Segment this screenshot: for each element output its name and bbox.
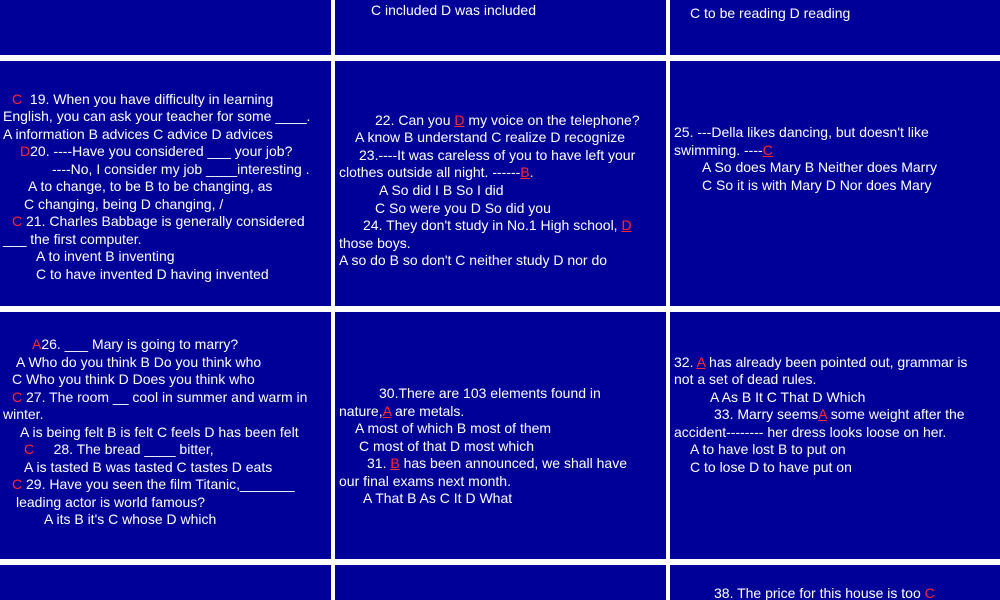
q28-answer: C [24, 441, 35, 457]
q25-reply: swimming. ----C [674, 142, 773, 158]
q29-stem: C 29. Have you seen the film Titanic,_______ [12, 476, 295, 492]
p2-options: C included D was included [371, 2, 536, 18]
q31-stem: 31. B has been announced, we shall have [367, 455, 627, 471]
q26-stem: A26. ___ Mary is going to marry? [32, 336, 239, 352]
q20-answer: D [20, 143, 31, 159]
q21-options-cd: C to have invented D having invented [36, 266, 269, 282]
slide-panel-r4c3 [670, 565, 1000, 600]
q29-answer: C [12, 476, 23, 492]
q33-answer: A [818, 406, 827, 422]
q33-options-cd: C to lose D to have put on [690, 459, 852, 475]
q33-stem-cont: accident-------- her dress looks loose on her. [674, 424, 947, 440]
q21-answer: C [12, 213, 23, 229]
q19-stem-cont: English, you can ask your teacher for some ____. [3, 108, 311, 124]
q23-stem: 23.----It was careless of you to have left your [359, 147, 636, 163]
slide-panel-r2c2 [335, 61, 666, 306]
q31-answer: B [390, 455, 400, 471]
q29-options: A its B it's C whose D which [44, 511, 217, 527]
q28-stem: C 28. The bread ____ bitter, [24, 441, 214, 457]
q25-answer: C [762, 142, 773, 158]
q21-stem-cont: ___ the first computer. [3, 231, 142, 247]
q24-stem: 24. They don't study in No.1 High school, D [363, 217, 632, 233]
q32-stem: 32. A has already been pointed out, grammar is [674, 354, 968, 370]
q33-stem: 33. Marry seemsA some weight after the [714, 406, 965, 422]
q30-options-cd: C most of that D most which [359, 438, 535, 454]
q22-answer: D [454, 112, 465, 128]
q25-options-ab: A So does Mary B Neither does Marry [702, 159, 937, 175]
slide-panel-r2c1 [0, 61, 331, 306]
q38-stem: 38. The price for this house is too C [714, 585, 935, 600]
q30-answer: A [382, 403, 392, 419]
q26-options-ab: A Who do you think B Do you think who [16, 354, 262, 370]
q24-options: A so do B so don't C neither study D nor do [339, 252, 608, 268]
q30-stem: 30.There are 103 elements found in [379, 385, 601, 401]
slide-panel-r3c3 [670, 312, 1000, 559]
slide-panel-r4c2 [335, 565, 666, 600]
q30-stem-cont: nature,A are metals. [339, 403, 465, 419]
slide-panel-r3c2 [335, 312, 666, 559]
q19-answer: C [12, 91, 23, 107]
q27-stem: C 27. The room __ cool in summer and warm in [12, 389, 308, 405]
q27-answer: C [12, 389, 23, 405]
q32-answer: A [696, 354, 706, 370]
q20-options-ab: A to change, to be B to be changing, as [28, 178, 273, 194]
q22-options: A know B understand C realize D recognize [355, 129, 626, 145]
slide-panel-r1c1 [0, 0, 331, 55]
q22-stem: 22. Can you D my voice on the telephone? [375, 112, 640, 128]
q23-answer: B [520, 164, 530, 180]
q20-stem: D20. ----Have you considered ___ your job? [20, 143, 293, 159]
q27-stem-cont: winter. [3, 406, 44, 422]
q19-stem: C 19. When you have difficulty in learning [12, 91, 274, 107]
q29-stem-cont: leading actor is world famous? [16, 494, 206, 510]
slide-panel-r3c1 [0, 312, 331, 559]
q23-options-cd: C So were you D So did you [375, 200, 551, 216]
q31-stem-cont: our final exams next month. [339, 473, 511, 489]
slide-panel-r1c2 [335, 0, 666, 55]
q25-stem: 25. ---Della likes dancing, but doesn't like [674, 124, 929, 140]
q26-options-cd: C Who you think D Does you think who [12, 371, 255, 387]
slide-panel-r4c1 [0, 565, 331, 600]
q27-options: A is being felt B is felt C feels D has been felt [20, 424, 299, 440]
q24-answer: D [621, 217, 632, 233]
slide-panel-r2c3 [670, 61, 1000, 306]
q21-options-ab: A to invent B inventing [36, 248, 175, 264]
p3-options: C to be reading D reading [690, 5, 851, 21]
q20-reply: ----No, I consider my job ____interesting . [52, 161, 310, 177]
q32-options: A As B It C That D Which [710, 389, 866, 405]
q25-options-cd: C So it is with Mary D Nor does Mary [702, 177, 932, 193]
q23-reply: clothes outside all night. ------B. [339, 164, 534, 180]
q33-options-ab: A to have lost B to put on [690, 441, 846, 457]
q20-options-cd: C changing, being D changing, / [24, 196, 224, 212]
q31-options: A That B As C It D What [363, 490, 513, 506]
q38-answer: C [924, 585, 935, 600]
slide-panel-r1c3 [670, 0, 1000, 55]
q21-stem: C 21. Charles Babbage is generally considered [12, 213, 305, 229]
q26-answer: A [32, 336, 42, 352]
q30-options-ab: A most of which B most of them [355, 420, 552, 436]
q28-options: A is tasted B was tasted C tastes D eats [24, 459, 273, 475]
q23-options-ab: A So did I B So I did [379, 182, 504, 198]
q19-options: A information B advices C advice D advices [3, 126, 274, 142]
q32-stem-cont: not a set of dead rules. [674, 371, 817, 387]
q24-stem-cont: those boys. [339, 235, 411, 251]
